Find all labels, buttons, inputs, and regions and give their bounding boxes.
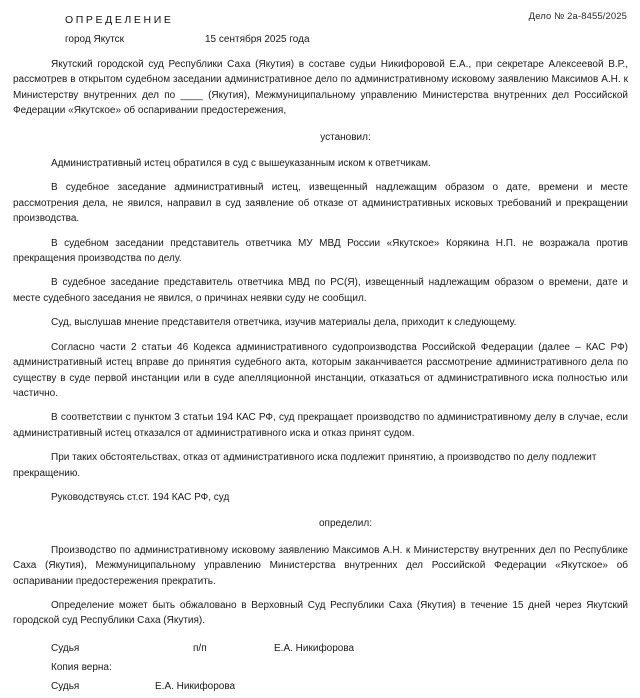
finding-paragraph: Согласно части 2 статьи 46 Кодекса административного судопроизводства Российской Федерации (далее – КАС РФ) административный истец вправе до принятия судебного акта, которым заканчивается рассмотрение административного дела по существу в суде первой инстанции или в суде апелляционной инстанции, отказаться от административного иска полностью или частично. (13, 341, 628, 399)
finding-paragraph: Административный истец обратился в суд с вышеуказанным иском к ответчикам. (51, 158, 431, 170)
place-of-issue: город Якутск (65, 34, 125, 45)
signature-mark: п/п (193, 642, 207, 654)
ruling-paragraph: Определение может быть обжаловано в Верховный Суд Республики Саха (Якутия) в течение 15 дней через Якутский городской суд Республики Саха (Якутия). (13, 599, 628, 627)
finding-paragraph: В соответствии с пунктом 3 статьи 194 КАС РФ, суд прекращает производство по административному делу в случае, если административный истец отказался от административного иска и отказ принят судом. (13, 412, 628, 439)
ruling-paragraph: Производство по административному исковому заявлению Максимов А.Н. к Министерству внутренних дел по Республике Саха (Якутия), Межмуниципальному управлению Министерства внутренних дел Российской Федерации «Якутское» об оспаривании предостережения прекратить. (13, 544, 628, 587)
judge-signature-row (13, 641, 628, 660)
finding-paragraph: Руководствуясь ст.ст. 194 КАС РФ, суд (51, 491, 230, 503)
judge-name: Е.А. Никифорова (274, 642, 355, 654)
finding-paragraph: Суд, выслушав мнение представителя ответчика, изучив материалы дела, приходит к следующему. (51, 317, 517, 329)
document-body (13, 57, 628, 629)
judge-label: Судья (51, 680, 80, 692)
finding-paragraph: В судебное заседание представитель ответчика МВД по РС(Я), извещенный надлежащим образом о времени, дате и месте судебного заседания не явился, о причинах неявки суду не сообщил. (13, 277, 628, 304)
finding-paragraph: При таких обстоятельствах, отказ от административного иска подлежит принятию, а производство по делу подлежит прекращению. (13, 452, 597, 479)
finding-paragraph: В судебном заседании представитель ответчика МУ МВД России «Якутское» Корякина Н.П. не возражала против прекращения производства по делу. (13, 237, 628, 265)
case-number: Дело № 2а-8455/2025 (528, 11, 627, 22)
copy-certified-row (13, 660, 628, 679)
judge-certify-row (13, 679, 628, 698)
signature-block (13, 641, 628, 698)
date-of-issue: 15 сентября 2025 года (205, 34, 310, 45)
judge-label: Судья (51, 642, 80, 654)
ustanovil-heading: установил: (320, 131, 371, 143)
finding-paragraph: В судебное заседание административный истец, извещенный надлежащим образом о дате, времени и месте рассмотрения дела, не явился, направил в суд заявление об отказе от административных исковых требований и прекращении производства. (13, 182, 628, 225)
document-page (0, 11, 640, 692)
copy-certified-label: Копия верна: (51, 661, 112, 673)
intro-paragraph: Якутский городской суд Республики Саха (Якутия) в составе судьи Никифоровой Е.А., при секретаре Алексеевой В.Р., рассмотрев в открытом судебном заседании административное дело по административному исковому заявлению Максимов А.Н. к Министерству внутренних дел по ____ (Якутия), Межмуниципальному управлению Министерства внутренних дел Российской Федерации «Якутское» об оспаривании предостережения, (13, 59, 628, 117)
opredelil-heading: определил: (319, 518, 372, 530)
place-and-date-line (65, 34, 628, 47)
judge-name: Е.А. Никифорова (155, 680, 236, 692)
page-title: ОПРЕДЕЛЕНИЕ (65, 14, 174, 26)
